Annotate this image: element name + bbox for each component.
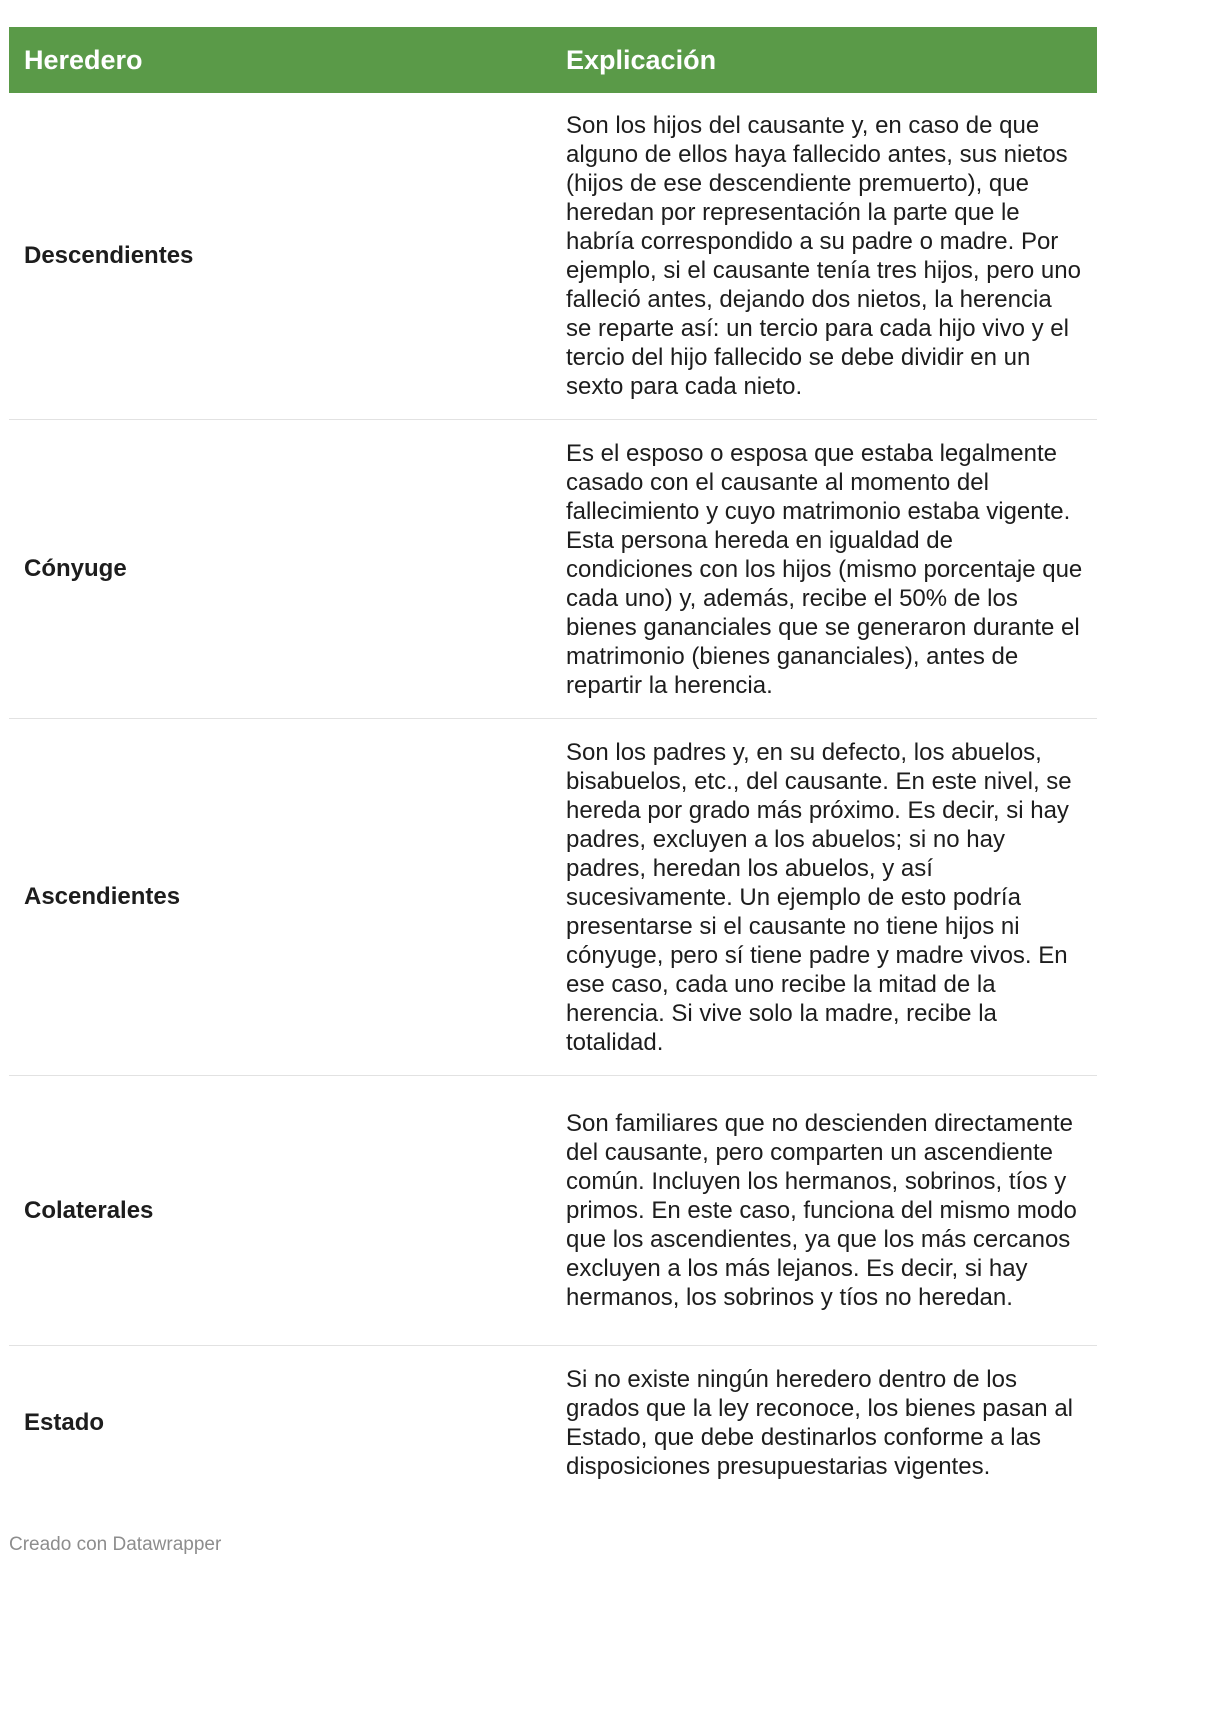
explanation-cell: Son los hijos del causante y, en caso de que alguno de ellos haya fallecido antes, sus nietos (hijos de ese descendiente premuerto), que heredan por representación la parte que le habría correspondido a su padre o madre. Por ejemplo, si el causante tenía tres hijos, pero uno falleció antes, dejando dos nietos, la herencia se reparte así: un tercio para cada hijo vivo y el tercio del hijo fallecido se debe dividir en un sexto para cada nieto.	[566, 112, 1081, 400]
table-row	[9, 1076, 1097, 1346]
header-explanation: Explicación	[566, 44, 717, 75]
explanation-cell: Son los padres y, en su defecto, los abuelos, bisabuelos, etc., del causante. En este nivel, se hereda por grado más próximo. Es decir, si hay padres, excluyen a los abuelos; si no hay padres, heredan los abuelos, y así sucesivamente. Un ejemplo de esto podría presentarse si el causante no tiene hijos ni cónyuge, pero sí tiene padre y madre vivos. En ese caso, cada uno recibe la mitad de la herencia. Si vive solo la madre, recibe la totalidad.	[566, 738, 1072, 1056]
table-row	[9, 719, 1097, 1076]
heir-cell: Ascendientes	[24, 883, 181, 910]
heirs-table	[9, 27, 1097, 1500]
table-row	[9, 93, 1097, 420]
header-heir: Heredero	[24, 44, 143, 75]
heir-cell: Cónyuge	[24, 555, 127, 582]
explanation-cell: Si no existe ningún heredero dentro de los grados que la ley reconoce, los bienes pasan al Estado, que debe destinarlos conforme a las disposiciones presupuestarias vigentes.	[566, 1366, 1073, 1480]
explanation-cell: Son familiares que no descienden directamente del causante, pero comparten un ascendiente común. Incluyen los hermanos, sobrinos, tíos y primos. En este caso, funciona del mismo modo que los ascendientes, ya que los más cercanos excluyen a los más lejanos. Es decir, si hay hermanos, los sobrinos y tíos no heredan.	[566, 1110, 1077, 1311]
table-row	[9, 1346, 1097, 1500]
heir-cell: Colaterales	[24, 1196, 154, 1224]
table-row	[9, 420, 1097, 719]
explanation-cell: Es el esposo o esposa que estaba legalmente casado con el causante al momento del fallecimiento y cuyo matrimonio estaba vigente. Esta persona hereda en igualdad de condiciones con los hijos (mismo porcentaje que cada uno) y, además, recibe el 50% de los bienes gananciales que se generaron durante el matrimonio (bienes gananciales), antes de repartir la herencia.	[566, 439, 1083, 699]
heir-cell: Estado	[24, 1409, 105, 1436]
datawrapper-credit[interactable]: Creado con Datawrapper	[9, 1534, 222, 1555]
table-header	[9, 27, 1097, 93]
heir-cell: Descendientes	[24, 242, 194, 269]
